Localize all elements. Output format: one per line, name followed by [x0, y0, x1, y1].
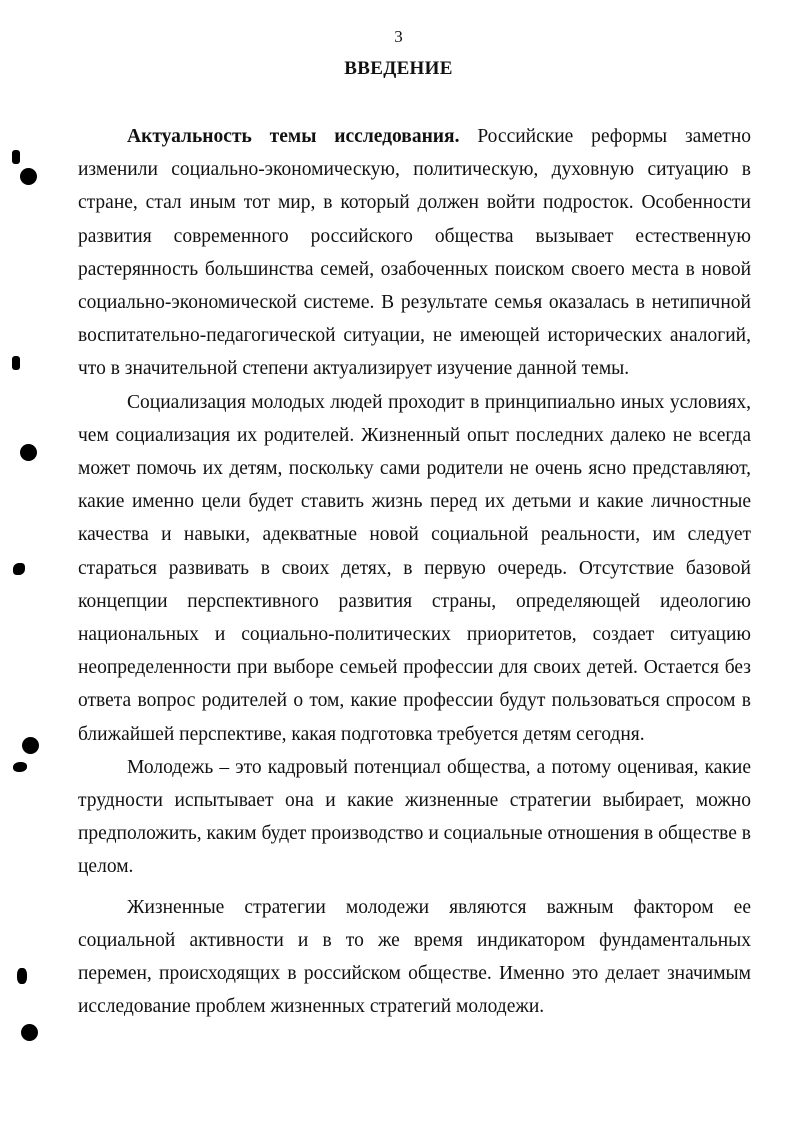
relevance-lead: Актуальность темы исследования. [127, 126, 460, 147]
scan-mark [12, 356, 20, 370]
punch-hole [20, 444, 37, 461]
paragraph-relevance [78, 120, 751, 386]
paragraph-socialization: Социализация молодых людей проходит в принципиально иных условиях, чем социализация их родителей. Жизненный опыт последних далеко не всегда может помочь их детям, поскольку сами родители не очень ясно представляют, какие именно цели будет ставить жизнь перед их детьми и какие личностные качества и навыки, адекватные новой социальной реальности, им следует стараться развивать в своих детях, в первую очередь. Отсутствие базовой концепции перспективного развития страны, определяющей идеологию национальных и социально-политических приоритетов, создает ситуацию неопределенности при выборе семьей профессии для своих детей. Остается без ответа вопрос родителей о том, какие профессии будут пользоваться спросом в ближайшей перспективе, какая подготовка требуется детям сегодня. [78, 391, 751, 745]
punch-hole [20, 168, 37, 185]
page-title: ВВЕДЕНИЕ [344, 58, 453, 79]
scan-mark [12, 150, 20, 164]
scan-mark [13, 762, 27, 772]
paragraph-text: Российские реформы заметно изменили социально-экономическую, политическую, духовную ситуацию в стране, стал иным тот мир, в который должен войти подросток. Особенности развития современного российского общества вызывает естественную растерянность большинства семей, озабоченных поиском своего места в новой социально-экономической системе. В результате семья оказалась в нетипичной воспитательно-педагогической ситуации, не имеющей исторических аналогий, что в значительной степени актуализирует изучение данной темы. [78, 126, 751, 380]
document-body [78, 120, 751, 1023]
paragraph-life-strategies: Жизненные стратегии молодежи являются важным фактором ее социальной активности и в то же время индикатором фундаментальных перемен, происходящих в российском обществе. Именно это делает значимым исследование проблем жизненных стратегий молодежи. [78, 896, 751, 1018]
scan-mark [13, 563, 25, 575]
page-number: 3 [394, 27, 403, 46]
scan-mark [17, 968, 27, 984]
punch-hole [22, 737, 39, 754]
punch-hole [21, 1024, 38, 1041]
paragraph-youth-potential: Молодежь – это кадровый потенциал общества, а потому оценивая, какие трудности испытывает она и какие жизненные стратегии выбирает, можно предположить, каким будет производство и социальные отношения в обществе в целом. [78, 756, 751, 878]
